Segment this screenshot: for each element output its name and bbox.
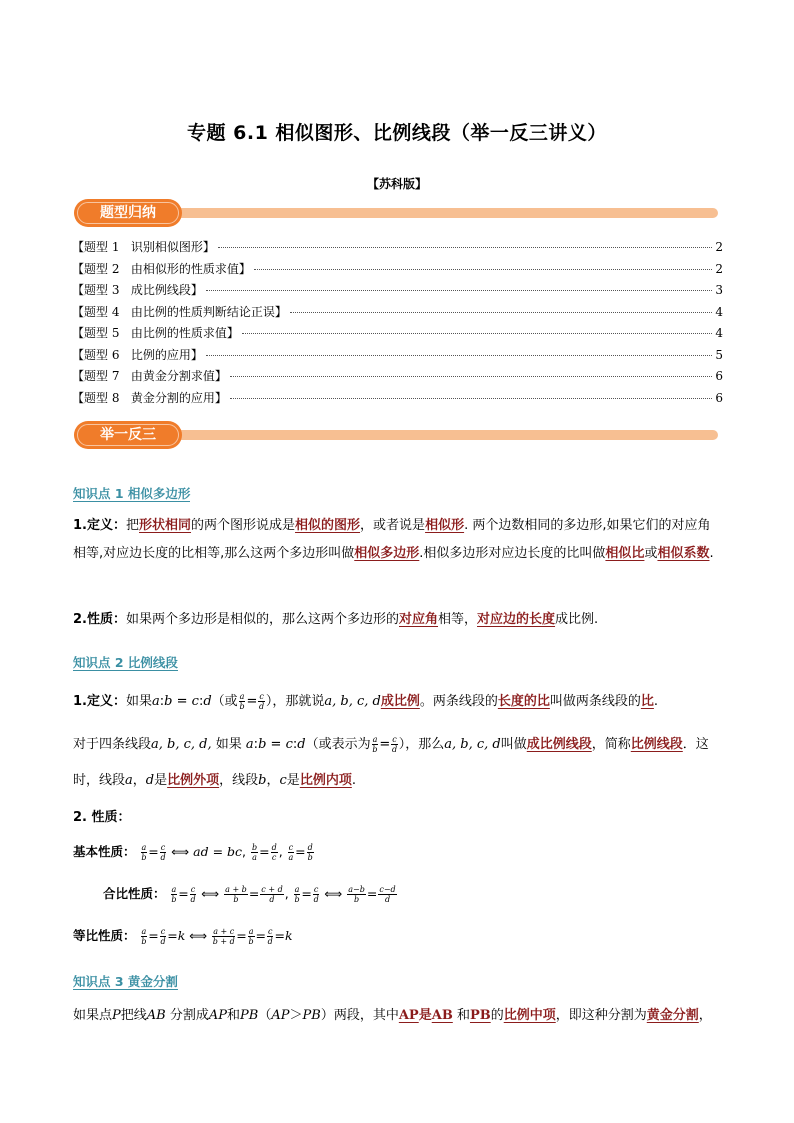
- toc-item-label: 【题型 5 由比例的性质求值】: [72, 326, 239, 340]
- toc-item[interactable]: [72, 281, 723, 303]
- toc-item[interactable]: [72, 260, 723, 282]
- kp1-property: 2.性质：如果两个多边形是相似的，那么这两个多边形的对应角相等，对应边的长度成比例.: [73, 612, 599, 627]
- toc-leader-dots: [254, 269, 712, 270]
- equal-ratio-property: 等比性质： $\frac{a}{b}$ = $\frac{c}{d}$ =k ⟺ $\frac{a + c}{b + d}$ = $\frac{a}{b}$ = $\frac{c}{d}$ =k: [73, 927, 293, 946]
- toc-leader-dots: [290, 312, 712, 313]
- toc-item-label: 【题型 8 黄金分割的应用】: [72, 390, 227, 405]
- kp2-four-segments: 对于四条线段a, b, c, d, 如果 a:b = c:d（或表示为 $\frac{a}{b}$ = $\frac{c}{d}$ ），那么a, b, c, d叫做成比例线段，简称比例线段．这: [73, 735, 709, 754]
- toc-leader-dots: [230, 376, 712, 377]
- toc-leader-dots: [230, 398, 712, 399]
- toc-item[interactable]: [72, 303, 723, 325]
- toc-item[interactable]: [72, 346, 723, 368]
- toc-item-label: 【题型 1 识别相似图形】: [72, 240, 215, 254]
- kp2-terms: 时，线段a，d是比例外项，线段b，c是比例内项.: [73, 773, 356, 788]
- sum-property: 合比性质： $\frac{a}{b}$ = $\frac{c}{d}$ ⟺ $\frac{a + b}{b}$ = $\frac{c + d}{d}$ , $\frac{a}{b}$ = $\frac{c}{d}$ ⟺ $\frac{a-b}{b}$ = $\frac{c-d}{d}$: [103, 885, 396, 904]
- kp3-heading: 知识点 3 黄金分割: [73, 974, 178, 989]
- toc-item[interactable]: [72, 238, 723, 260]
- toc-page-number: 2: [715, 240, 723, 254]
- toc-page-number: 6: [715, 369, 723, 383]
- page-title: 专题 6.1 相似图形、比例线段（举一反三讲义）: [187, 122, 607, 144]
- basic-property: 基本性质： $\frac{a}{b}$ = $\frac{c}{d}$ ⟺ ad = bc, $\frac{b}{a}$ = $\frac{d}{c}$ , $\frac{c}{a}$ = $\frac{d}{b}$: [73, 843, 313, 862]
- toc-leader-dots: [206, 355, 712, 356]
- kp2-definition: 1.定义：如果a:b = c:d（或 $\frac{a}{b}$ = $\frac{c}{d}$ ），那就说a, b, c, d成比例。两条线段的长度的比叫做两条线段的比.: [73, 692, 659, 711]
- toc-leader-dots: [218, 247, 712, 248]
- toc-page-number: 2: [715, 261, 723, 276]
- kp2-property-label: 2. 性质：: [73, 810, 131, 825]
- kp2-heading: 知识点 2 比例线段: [73, 655, 178, 670]
- toc-item[interactable]: [72, 367, 723, 389]
- toc-item-label: 【题型 4 由比例的性质判断结论正误】: [72, 304, 287, 319]
- kp3-golden-section: 如果点P把线AB 分割成AP和PB（AP＞PB）两段，其中AP是AB 和PB的比例中项，即这种分割为黄金分割，: [73, 1008, 712, 1023]
- toc-page-number: 3: [715, 283, 723, 297]
- section-heading-body: 举一反三: [74, 421, 182, 449]
- toc-item-label: 【题型 6 比例的应用】: [72, 347, 203, 362]
- section-heading-toc: 题型归纳: [74, 199, 182, 227]
- table-of-contents: [72, 238, 723, 410]
- toc-leader-dots: [242, 333, 712, 334]
- toc-page-number: 6: [715, 390, 723, 405]
- toc-leader-dots: [206, 290, 712, 291]
- toc-item-label: 【题型 2 由相似形的性质求值】: [72, 261, 251, 276]
- toc-item-label: 【题型 3 成比例线段】: [72, 283, 203, 297]
- toc-page-number: 4: [715, 326, 723, 340]
- kp1-definition: 1.定义：把形状相同的两个图形说成是相似的图形，或者说是相似形. 两个边数相同的多边形,如果它们的对应角相等,对应边长度的比相等,那么这两个多边形叫做相似多边形.相似多边形对应边长度的比叫做相似比或相似系数.: [73, 518, 714, 561]
- toc-item[interactable]: [72, 324, 723, 346]
- toc-item[interactable]: [72, 389, 723, 411]
- kp1-heading: 知识点 1 相似多边形: [73, 486, 191, 501]
- edition-label: 【苏科版】: [366, 177, 427, 191]
- toc-page-number: 5: [715, 347, 723, 362]
- toc-page-number: 4: [715, 304, 723, 319]
- toc-item-label: 【题型 7 由黄金分割求值】: [72, 369, 227, 383]
